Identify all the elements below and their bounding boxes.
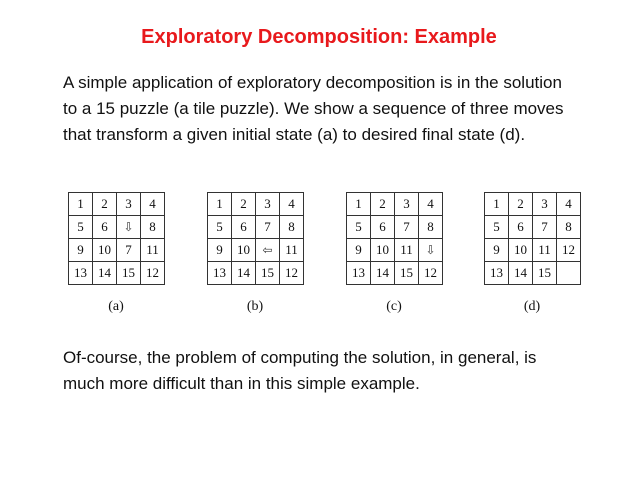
puzzle-caption: (d) — [523, 299, 541, 314]
puzzle-tile: 5 — [208, 216, 232, 239]
puzzle-tile: 14 — [509, 262, 533, 285]
puzzle-tile: 6 — [509, 216, 533, 239]
puzzle-tile: 7 — [256, 216, 280, 239]
puzzle-tile: 15 — [256, 262, 280, 285]
puzzle-tile: 4 — [557, 193, 581, 216]
puzzle-tile: 14 — [371, 262, 395, 285]
puzzle-grid — [68, 192, 165, 285]
puzzle-tile: 9 — [347, 239, 371, 262]
puzzle-tile: 13 — [208, 262, 232, 285]
puzzle-caption: (b) — [246, 299, 264, 314]
intro-line: that transform a given initial state (a) to desired final state (d). — [63, 125, 526, 144]
puzzle-tile: 5 — [69, 216, 93, 239]
puzzle-tile: 1 — [485, 193, 509, 216]
puzzle-tile: 8 — [141, 216, 165, 239]
slide-title: Exploratory Decomposition: Example — [141, 26, 497, 48]
puzzle-tile: 3 — [256, 193, 280, 216]
puzzle-tile: 7 — [395, 216, 419, 239]
puzzle-tile: 12 — [419, 262, 443, 285]
puzzle-caption: (a) — [108, 299, 124, 314]
puzzle-tile: 13 — [69, 262, 93, 285]
puzzle-tile: 7 — [533, 216, 557, 239]
puzzle-tile: 14 — [93, 262, 117, 285]
puzzle-tile: 15 — [533, 262, 557, 285]
puzzle-blank-cell — [419, 239, 443, 262]
puzzle-tile: 8 — [419, 216, 443, 239]
puzzle-blank-cell — [256, 239, 280, 262]
puzzle-tile: 15 — [117, 262, 141, 285]
outro-paragraph — [63, 345, 623, 397]
puzzle-tile: 1 — [69, 193, 93, 216]
puzzle-d — [484, 192, 580, 315]
intro-paragraph — [63, 70, 623, 148]
puzzle-tile: 15 — [395, 262, 419, 285]
puzzle-tile: 4 — [141, 193, 165, 216]
puzzle-tile: 12 — [557, 239, 581, 262]
puzzle-caption: (c) — [386, 299, 402, 314]
puzzle-tile: 13 — [347, 262, 371, 285]
puzzle-tile: 6 — [371, 216, 395, 239]
puzzle-tile: 12 — [280, 262, 304, 285]
puzzle-tile: 2 — [93, 193, 117, 216]
outro-line: much more difficult than in this simple example. — [63, 374, 420, 393]
puzzle-blank-cell — [117, 216, 141, 239]
move-arrow-icon: ⇩ — [123, 219, 134, 234]
outro-line: Of-course, the problem of computing the solution, in general, is — [63, 348, 537, 367]
puzzle-tile: 1 — [208, 193, 232, 216]
puzzle-tile: 9 — [208, 239, 232, 262]
puzzle-tile: 11 — [533, 239, 557, 262]
puzzle-b — [207, 192, 303, 315]
puzzle-tile: 8 — [557, 216, 581, 239]
puzzle-tile: 11 — [395, 239, 419, 262]
intro-line: to a 15 puzzle (a tile puzzle). We show a sequence of three moves — [63, 99, 564, 118]
puzzle-tile: 2 — [509, 193, 533, 216]
puzzle-tile: 6 — [93, 216, 117, 239]
puzzle-tile: 4 — [280, 193, 304, 216]
puzzle-tile: 4 — [419, 193, 443, 216]
puzzle-tile: 10 — [509, 239, 533, 262]
puzzle-blank-cell — [557, 262, 581, 285]
puzzle-tile: 6 — [232, 216, 256, 239]
puzzle-tile: 10 — [371, 239, 395, 262]
puzzle-tile: 3 — [117, 193, 141, 216]
puzzle-tile: 3 — [395, 193, 419, 216]
puzzle-tile: 5 — [347, 216, 371, 239]
move-arrow-icon: ⇦ — [262, 242, 273, 257]
puzzle-tile: 7 — [117, 239, 141, 262]
puzzle-tile: 8 — [280, 216, 304, 239]
puzzle-tile: 1 — [347, 193, 371, 216]
puzzle-tile: 10 — [232, 239, 256, 262]
puzzle-tile: 5 — [485, 216, 509, 239]
puzzle-grid — [207, 192, 304, 285]
puzzle-grid — [484, 192, 581, 285]
puzzle-c — [346, 192, 442, 315]
puzzle-tile: 13 — [485, 262, 509, 285]
puzzle-tile: 11 — [280, 239, 304, 262]
puzzle-tile: 2 — [232, 193, 256, 216]
puzzle-tile: 12 — [141, 262, 165, 285]
puzzle-tile: 10 — [93, 239, 117, 262]
puzzle-tile: 2 — [371, 193, 395, 216]
puzzle-grid — [346, 192, 443, 285]
puzzle-tile: 3 — [533, 193, 557, 216]
puzzle-tile: 14 — [232, 262, 256, 285]
intro-line: A simple application of exploratory decomposition is in the solution — [63, 73, 562, 92]
puzzle-tile: 9 — [485, 239, 509, 262]
puzzle-a — [68, 192, 164, 315]
puzzle-tile: 9 — [69, 239, 93, 262]
move-arrow-icon: ⇩ — [425, 242, 436, 257]
puzzle-tile: 11 — [141, 239, 165, 262]
